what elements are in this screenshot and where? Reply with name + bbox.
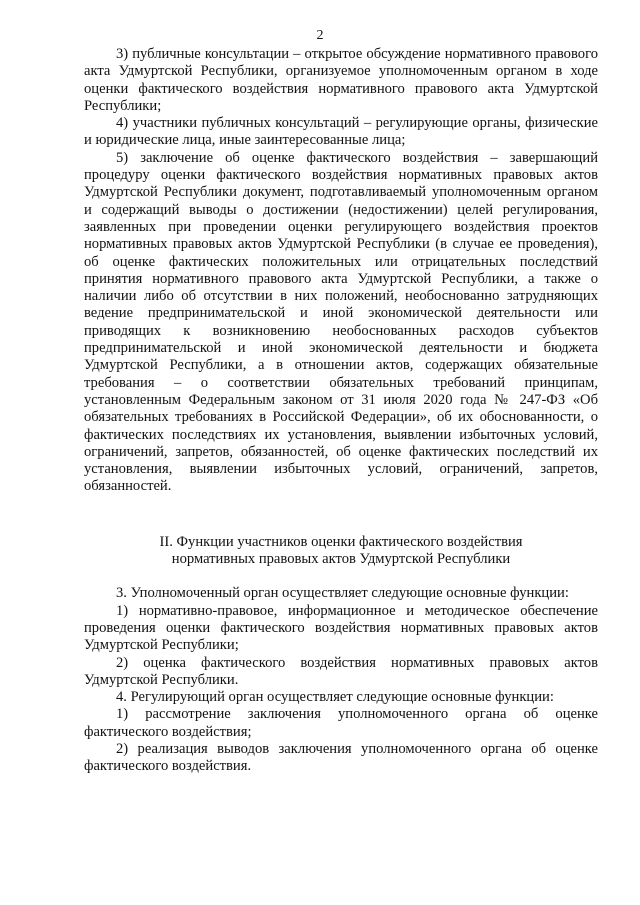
page-number: 2 — [316, 28, 324, 43]
paragraph-function-impact-assessment: 2) оценка фактического воздействия нормативных правовых актов Удмуртской Республики. — [84, 654, 598, 688]
paragraph-impact-assessment-conclusion: 5) заключение об оценке фактического воздействия – завершающий процедуру оценки фактического воздействия нормативных правовых актов Удмуртской Республики документ, подготавливаемый уполномоченным органом и содержащий выводы о достижении (недостижении) целей регулирования, заявленных при проведении оценки регулирующего воздействия проектов нормативных правовых актов Удмуртской Республики (в случае ее проведения), об оценке фактических положительных или отрицательных последствий принятия нормативного правового акта Удмуртской Республики, а также о наличии либо об отсутствии в них положений, необоснованно затрудняющих ведение предпринимательской и иной экономической деятельности или приводящих к возникновению необоснованных расходов субъектов предпринимательской и иной экономической деятельности и бюджета Удмуртской Республики, а в отношении актов, содержащих обязательные требования – о соответствии обязательных требований принципам, установленным Федеральным законом от 31 июля 2020 года № 247-ФЗ «Об обязательных требованиях в Российской Федерации», об их обоснованности, о фактических последствиях их установления, выявлении избыточных условий, ограничений, запретов, обязанностей, об оценке фактических последствий их установления, выявлении избыточных условий, ограничений, запретов, обязанностей. — [84, 149, 598, 495]
paragraph-function-implement-conclusion: 2) реализация выводов заключения уполномоченного органа об оценке фактического воздействия. — [84, 740, 598, 775]
document-body — [84, 46, 598, 776]
section-heading-line-2: нормативных правовых актов Удмуртской Республики — [171, 551, 511, 568]
paragraph-function-review-conclusion: 1) рассмотрение заключения уполномоченного органа об оценке фактического воздействия; — [84, 706, 598, 740]
paragraph-function-legal-support: 1) нормативно-правовое, информационное и методическое обеспечение проведения оценки фактического воздействия нормативных правовых актов Удмуртской Республики; — [84, 602, 598, 654]
paragraph-consultation-participants: 4) участники публичных консультаций – регулирующие органы, физические и юридические лица, иные заинтересованные лица; — [84, 115, 598, 149]
paragraph-regulating-body-functions: 4. Регулирующий орган осуществляет следующие основные функции: — [116, 689, 554, 706]
section-heading — [84, 534, 598, 569]
section-heading-line-1: II. Функции участников оценки фактического воздействия — [159, 533, 523, 550]
paragraph-public-consultations: 3) публичные консультации – открытое обсуждение нормативного правового акта Удмуртской Республики, организуемое уполномоченным органом в ходе оценки фактического воздействия нормативного правового акта Удмуртской Республики; — [84, 46, 598, 114]
paragraph-authorized-body-functions: 3. Уполномоченный орган осуществляет следующие основные функции: — [116, 585, 569, 602]
